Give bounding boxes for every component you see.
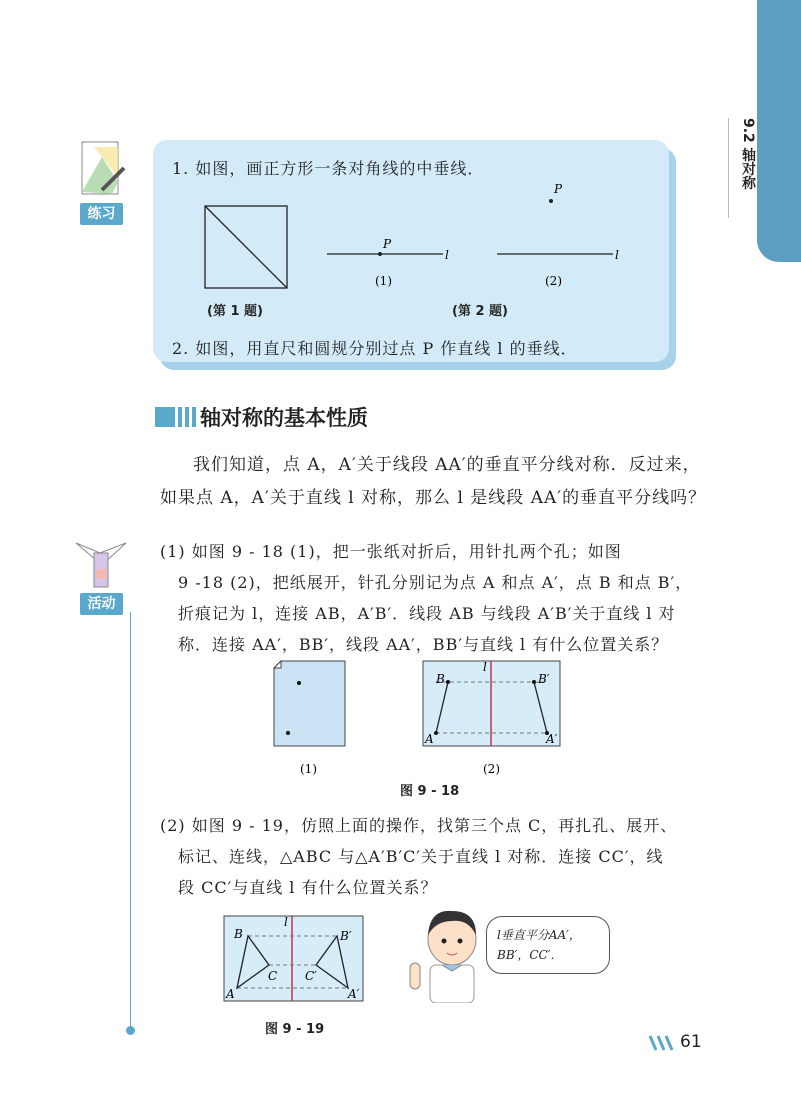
page-slashes-icon [648,1034,678,1052]
bubble-line-1: l垂直平分AA′， [497,928,581,942]
activity-kite-icon [72,525,130,591]
sub-caption-1: (1) [375,274,392,288]
chapter-tab [757,0,801,262]
svg-text:A′: A′ [546,732,558,746]
practice-q2: 2. 如图，用直尺和圆规分别过点 P 作直线 l 的垂线． [172,339,578,358]
section-para-2: 如果点 A，A′关于直线 l 对称，那么 l 是线段 AA′的垂直平分线吗？ [160,488,707,508]
activity-part1-line2: 9 -18 (2)，把纸展开，针孔分别记为点 A 和点 A′，点 B 和点 B′， [178,573,693,592]
fig18-sub2: (2) [483,762,500,776]
fig2-caption: (第 2 题) [452,304,508,319]
chapter-label: 9.2 轴对称 [728,118,758,218]
section-para-1: 我们知道，点 A，A′关于线段 AA′的垂直平分线对称．反过来， [193,455,701,475]
activity-part1-line3: 折痕记为 l，连接 AB，A′B′．线段 AB 与线段 A′B′关于直线 l 对 [178,604,676,623]
activity-side-dot [126,1026,135,1035]
svg-text:A′: A′ [348,987,360,1001]
activity-part2-line3: 段 CC′与直线 l 有什么位置关系？ [178,878,438,897]
activity-part2-line2: 标记、连线，△ABC 与△A′B′C′关于直线 l 对称．连接 CC′，线 [178,847,664,866]
activity-part1-line1: (1) 如图 9 - 18 (1)，把一张纸对折后，用针扎两个孔；如图 [160,542,622,561]
boy-illustration [402,905,482,1003]
svg-text:B: B [436,672,445,686]
page-number: 61 [680,1032,702,1052]
speech-bubble [486,916,610,974]
section-heading: 轴对称的基本性质 [200,406,368,430]
label-l-1: l [445,248,449,262]
svg-text:A: A [226,987,235,1001]
fig1-caption: (第 1 题) [207,304,263,319]
heading-bars-icon [155,405,197,429]
practice-label: 练习 [80,203,123,225]
svg-text:B: B [234,927,243,941]
svg-text:l: l [284,915,288,929]
activity-part2-line1: (2) 如图 9 - 19，仿照上面的操作，找第三个点 C，再扎孔、展开、 [160,816,678,835]
point-p-2: P [554,182,563,196]
activity-label: 活动 [80,593,123,615]
activity-side-line [130,612,131,1030]
activity-part1-line4: 称．连接 AA′，BB′，线段 AA′，BB′与直线 l 有什么位置关系？ [178,635,669,654]
pencil-paper-icon [72,132,134,202]
figure-9-18 [265,655,575,780]
label-l-2: l [615,248,619,262]
svg-text:A: A [425,732,434,746]
fig19-caption: 图 9 - 19 [265,1022,325,1037]
fig18-caption: 图 9 - 18 [400,784,460,799]
svg-text:B′: B′ [538,672,550,686]
fig18-sub1: (1) [300,762,317,776]
point-p-1: P [383,237,392,251]
svg-text:l: l [483,660,487,674]
svg-text:C: C [268,969,278,983]
diagonal [205,206,287,288]
bubble-line-2: BB′，CC′． [497,948,563,962]
svg-text:B′: B′ [340,929,352,943]
sub-caption-2: (2) [545,274,562,288]
practice-q1: 1. 如图，画正方形一条对角线的中垂线． [172,159,485,178]
svg-text:C′: C′ [305,969,317,983]
practice-figures [195,170,655,300]
figure-9-19 [220,910,370,1005]
